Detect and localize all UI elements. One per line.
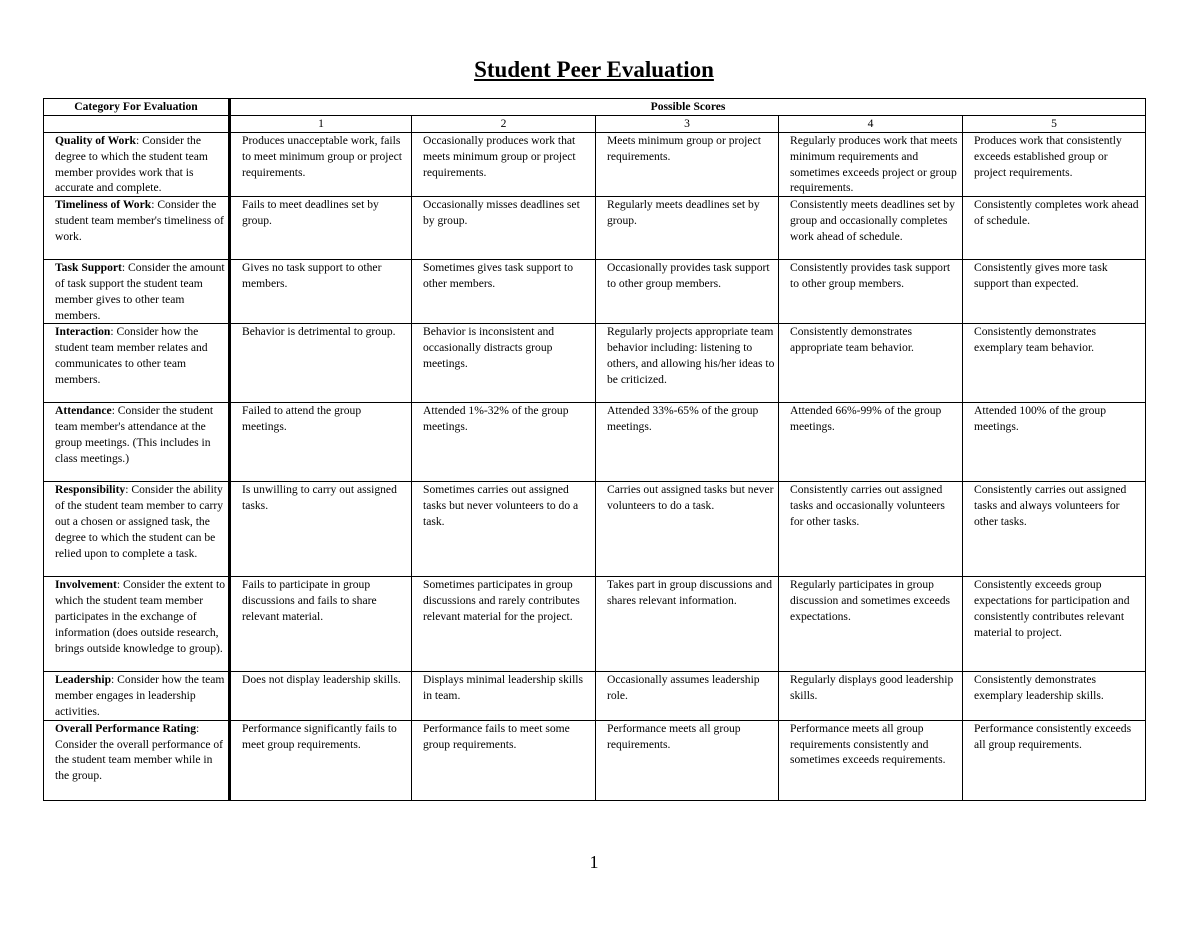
score-5-criteria-cell: Consistently demonstrates exemplary team behavior. xyxy=(963,324,1146,403)
category-cell xyxy=(44,324,230,403)
category-description: : Consider the ability of the student team member to carry out a chosen or assigned task, the degree to which the student can be relied upon to complete a task. xyxy=(55,483,224,560)
score-2-criteria-cell: Occasionally misses deadlines set by group. xyxy=(412,197,596,260)
score-1-criteria-cell: Fails to meet deadlines set by group. xyxy=(230,197,412,260)
score-1-criteria-cell: Does not display leadership skills. xyxy=(230,672,412,720)
score-3-criteria-cell: Occasionally provides task support to other group members. xyxy=(596,260,779,324)
score-2-criteria-cell: Behavior is inconsistent and occasionally distracts group meetings. xyxy=(412,324,596,403)
category-cell xyxy=(44,482,230,577)
score-2-criteria-cell: Performance fails to meet some group requirements. xyxy=(412,720,596,800)
category-description: : Consider the degree to which the student team member provides work that is accurate and complete. xyxy=(55,134,208,195)
page-title: Student Peer Evaluation xyxy=(474,57,714,82)
table-row xyxy=(44,672,1146,720)
score-levels-row xyxy=(44,116,1146,133)
table-row xyxy=(44,197,1146,260)
category-header: Category For Evaluation xyxy=(44,99,230,116)
table-row xyxy=(44,482,1146,577)
category-description: : Consider the student team member's attendance at the group meetings. (This includes in class meetings.) xyxy=(55,404,214,465)
score-4-criteria-cell: Regularly participates in group discussion and sometimes exceeds expectations. xyxy=(779,577,963,672)
score-level-3: 3 xyxy=(596,116,779,133)
category-name: Attendance xyxy=(55,404,112,418)
category-name: Quality of Work xyxy=(55,134,136,147)
score-5-criteria-cell: Performance consistently exceeds all group requirements. xyxy=(963,720,1146,800)
category-name: Leadership xyxy=(55,673,112,687)
score-level-2: 2 xyxy=(412,116,596,133)
category-cell xyxy=(44,720,230,800)
score-4-criteria-cell: Regularly displays good leadership skills. xyxy=(779,672,963,720)
table-row xyxy=(44,403,1146,482)
evaluation-rubric-table xyxy=(43,98,1146,801)
score-4-criteria-cell: Consistently carries out assigned tasks and occasionally volunteers for other tasks. xyxy=(779,482,963,577)
score-levels-spacer xyxy=(44,116,230,133)
score-5-criteria-cell: Consistently completes work ahead of schedule. xyxy=(963,197,1146,260)
category-description: : Consider how the student team member relates and communicates to other team members. xyxy=(55,325,208,386)
category-description: : Consider the extent to which the student team member participates in the exchange of information (does outside research, brings outside knowledge to group). xyxy=(55,578,226,655)
score-2-criteria-cell: Occasionally produces work that meets minimum group or project requirements. xyxy=(412,133,596,197)
score-3-criteria-cell: Regularly meets deadlines set by group. xyxy=(596,197,779,260)
category-cell xyxy=(44,403,230,482)
score-1-criteria-cell: Gives no task support to other members. xyxy=(230,260,412,324)
category-cell xyxy=(44,197,230,260)
score-4-criteria-cell: Performance meets all group requirements consistently and sometimes exceeds requirements. xyxy=(779,720,963,800)
table-row xyxy=(44,720,1146,800)
category-cell xyxy=(44,260,230,324)
score-1-criteria-cell: Performance significantly fails to meet group requirements. xyxy=(230,720,412,800)
score-3-criteria-cell: Meets minimum group or project requirements. xyxy=(596,133,779,197)
score-level-1: 1 xyxy=(230,116,412,133)
score-level-4: 4 xyxy=(779,116,963,133)
score-5-criteria-cell: Consistently carries out assigned tasks and always volunteers for other tasks. xyxy=(963,482,1146,577)
table-row xyxy=(44,324,1146,403)
score-1-criteria-cell: Produces unacceptable work, fails to meet minimum group or project requirements. xyxy=(230,133,412,197)
category-description: : Consider how the team member engages in leadership activities. xyxy=(55,673,225,718)
score-4-criteria-cell: Consistently demonstrates appropriate team behavior. xyxy=(779,324,963,403)
score-1-criteria-cell: Fails to participate in group discussions and fails to share relevant material. xyxy=(230,577,412,672)
score-4-criteria-cell: Attended 66%-99% of the group meetings. xyxy=(779,403,963,482)
table-row xyxy=(44,260,1146,324)
category-cell xyxy=(44,133,230,197)
score-3-criteria-cell: Takes part in group discussions and shares relevant information. xyxy=(596,577,779,672)
category-name: Task Support xyxy=(55,261,122,275)
category-name: Timeliness of Work xyxy=(55,198,152,212)
score-3-criteria-cell: Regularly projects appropriate team behavior including: listening to others, and allowing his/her ideas to be criticized. xyxy=(596,324,779,403)
score-3-criteria-cell: Performance meets all group requirements. xyxy=(596,720,779,800)
score-5-criteria-cell: Consistently demonstrates exemplary leadership skills. xyxy=(963,672,1146,720)
category-name: Responsibility xyxy=(55,483,126,497)
score-level-5: 5 xyxy=(963,116,1146,133)
category-description: : Consider the amount of task support the student team member gives to other team members. xyxy=(55,261,225,322)
score-5-criteria-cell: Consistently exceeds group expectations for participation and consistently contributes relevant material to project. xyxy=(963,577,1146,672)
score-3-criteria-cell: Attended 33%-65% of the group meetings. xyxy=(596,403,779,482)
score-2-criteria-cell: Displays minimal leadership skills in team. xyxy=(412,672,596,720)
score-4-criteria-cell: Regularly produces work that meets minimum requirements and sometimes exceeds project or group requirements. xyxy=(779,133,963,197)
score-2-criteria-cell: Sometimes carries out assigned tasks but never volunteers to do a task. xyxy=(412,482,596,577)
table-row xyxy=(44,577,1146,672)
score-5-criteria-cell: Attended 100% of the group meetings. xyxy=(963,403,1146,482)
score-5-criteria-cell: Produces work that consistently exceeds established group or project requirements. xyxy=(963,133,1146,197)
score-1-criteria-cell: Failed to attend the group meetings. xyxy=(230,403,412,482)
score-2-criteria-cell: Sometimes participates in group discussions and rarely contributes relevant material for the project. xyxy=(412,577,596,672)
category-name: Overall Performance Rating xyxy=(55,721,197,735)
score-1-criteria-cell: Is unwilling to carry out assigned tasks. xyxy=(230,482,412,577)
category-name: Involvement xyxy=(55,578,117,592)
score-3-criteria-cell: Occasionally assumes leadership role. xyxy=(596,672,779,720)
score-1-criteria-cell: Behavior is detrimental to group. xyxy=(230,324,412,403)
score-5-criteria-cell: Consistently gives more task support than expected. xyxy=(963,260,1146,324)
score-4-criteria-cell: Consistently provides task support to other group members. xyxy=(779,260,963,324)
score-2-criteria-cell: Sometimes gives task support to other members. xyxy=(412,260,596,324)
score-3-criteria-cell: Carries out assigned tasks but never volunteers to do a task. xyxy=(596,482,779,577)
category-cell xyxy=(44,577,230,672)
possible-scores-header: Possible Scores xyxy=(230,99,1146,116)
table-row xyxy=(44,133,1146,197)
page-number: 1 xyxy=(589,852,599,872)
category-name: Interaction xyxy=(55,325,111,339)
category-description: : Consider the overall performance of the student team member while in the group. xyxy=(55,721,224,783)
table-header-row xyxy=(44,99,1146,116)
score-4-criteria-cell: Consistently meets deadlines set by group and occasionally completes work ahead of schedule. xyxy=(779,197,963,260)
score-2-criteria-cell: Attended 1%-32% of the group meetings. xyxy=(412,403,596,482)
category-description: : Consider the student team member's timeliness of work. xyxy=(55,198,224,243)
category-cell xyxy=(44,672,230,720)
